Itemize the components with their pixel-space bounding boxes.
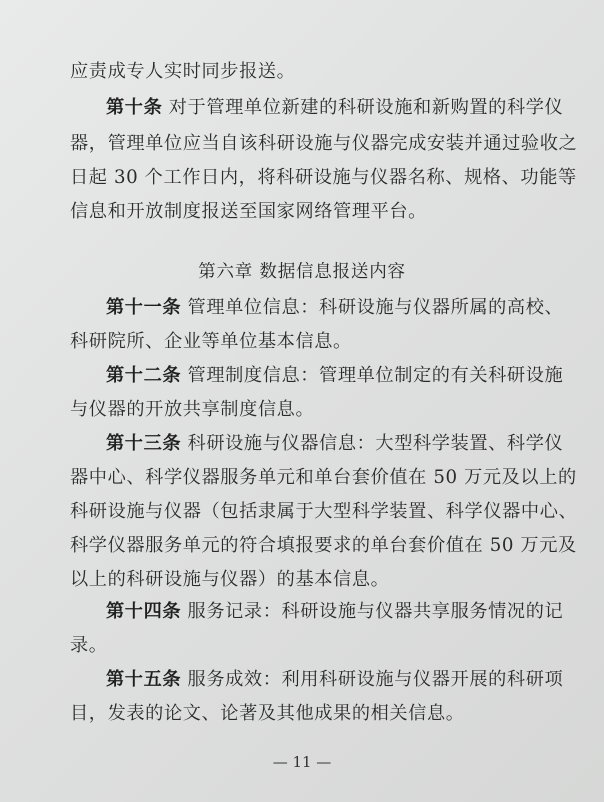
article-15-text: 服务成效：利用科研设施与仪器开展的科研项 [187, 669, 564, 690]
article-10-line-3: 日起 30 个工作日内，将科研设施与仪器名称、规格、功能等 [70, 167, 577, 188]
article-14-line-1 [106, 600, 576, 624]
article-15-label: 第十五条 [106, 669, 182, 690]
article-11-text: 管理单位信息：科研设施与仪器所属的高校、 [187, 297, 564, 318]
article-14-label: 第十四条 [106, 601, 182, 622]
article-12-text: 管理制度信息：管理单位制定的有关科研设施 [187, 365, 564, 386]
article-10-line-2: 器，管理单位应当自该科研设施与仪器完成安装并通过验收之 [70, 133, 578, 154]
article-15-line-2: 目，发表的论文、论著及其他成果的相关信息。 [70, 703, 465, 724]
article-14-line-2: 录。 [70, 635, 108, 656]
article-10-line-1 [106, 96, 576, 120]
article-11-line-1 [106, 296, 576, 320]
article-13-text: 科研设施与仪器信息：大型科学装置、科学仪 [187, 433, 564, 454]
article-14-text: 服务记录：科研设施与仪器共享服务情况的记 [187, 601, 564, 622]
article-11-label: 第十一条 [106, 297, 182, 318]
article-12-line-1 [106, 364, 576, 388]
article-10-label: 第十条 [106, 97, 163, 118]
article-11-line-2: 科研院所、企业等单位基本信息。 [70, 331, 352, 352]
chapter-title: 第六章 数据信息报送内容 [198, 262, 406, 282]
page-number: — 11 — [272, 753, 332, 771]
article-10-text: 对于管理单位新建的科研设施和新购置的科学仪 [168, 97, 564, 118]
article-13-line-1 [106, 432, 576, 456]
article-10-line-4: 信息和开放制度报送至国家网络管理平台。 [70, 201, 427, 222]
article-13-line-3: 科研设施与仪器（包括隶属于大型科学装置、科学仪器中心、 [70, 501, 578, 522]
article-13-line-5: 以上的科研设施与仪器）的基本信息。 [70, 569, 390, 590]
article-12-label: 第十二条 [106, 365, 182, 386]
article-13-line-4: 科学仪器服务单元的符合填报要求的单台套价值在 50 万元及 [70, 535, 577, 556]
article-13-label: 第十三条 [106, 433, 182, 454]
article-15-line-1 [106, 668, 576, 692]
article-12-line-2: 与仪器的开放共享制度信息。 [70, 399, 315, 420]
paragraph-line: 应责成专人实时同步报送。 [70, 61, 296, 82]
article-13-line-2: 器中心、科学仪器服务单元和单台套价值在 50 万元及以上的 [70, 467, 577, 488]
